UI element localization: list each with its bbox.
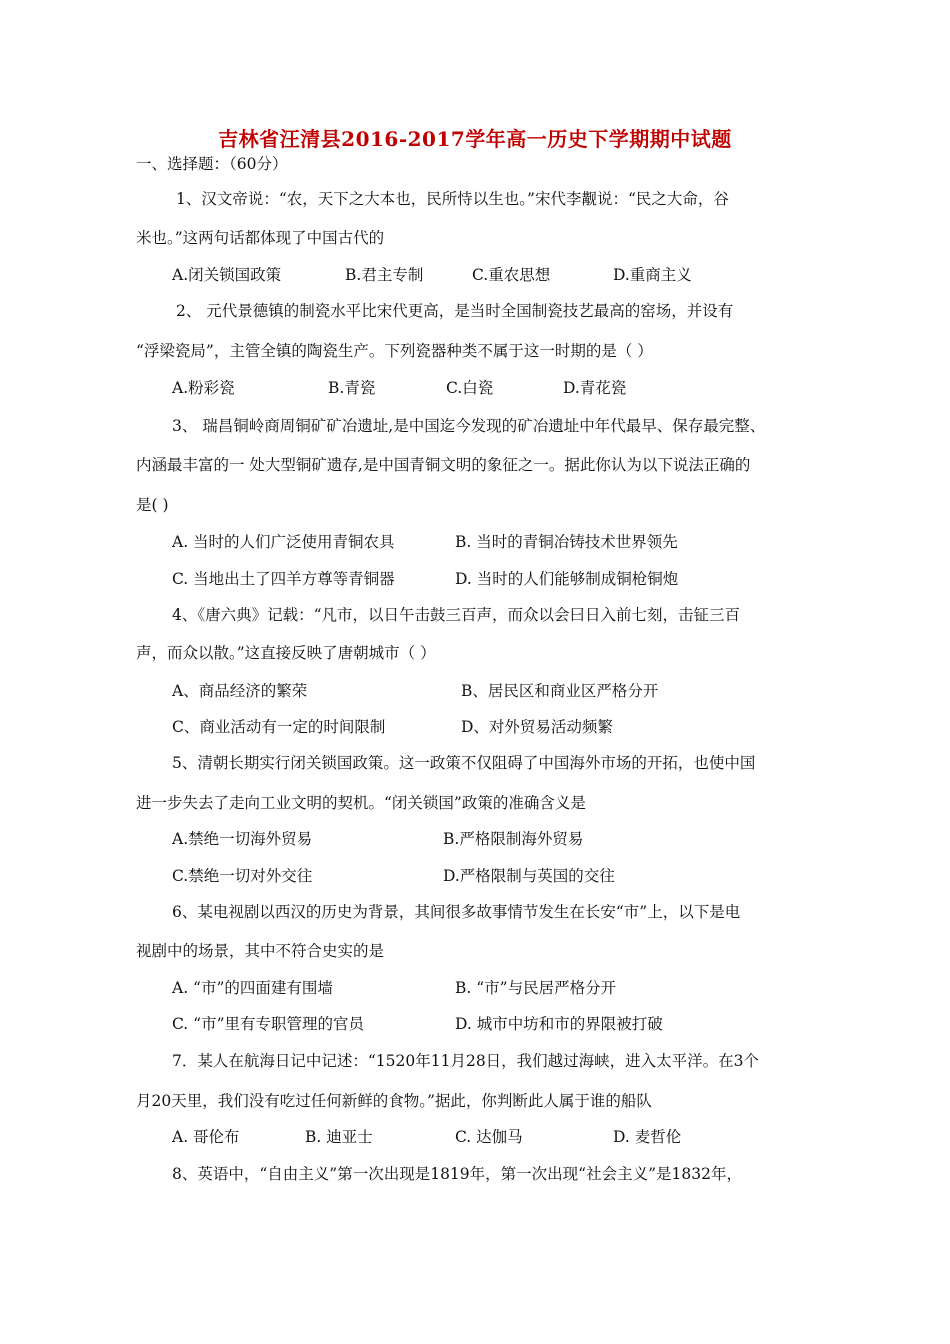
- q5-option-b: B.严格限制海外贸易: [443, 830, 584, 848]
- q1-option-c: C.重农思想: [472, 266, 551, 284]
- q7-option-c: C. 达伽马: [455, 1128, 523, 1146]
- q3-line-2: 内涵最丰富的一 处大型铜矿遗存,是中国青铜文明的象征之一。据此你认为以下说法正确的: [136, 456, 751, 474]
- q6-line-1: 6、某电视剧以西汉的历史为背景，其间很多故事情节发生在长安“市”上，以下是电: [172, 903, 741, 921]
- q5-option-a: A.禁绝一切海外贸易: [172, 830, 313, 848]
- q3-option-b: B. 当时的青铜冶铸技术世界领先: [455, 533, 678, 551]
- q2-option-a: A.粉彩瓷: [172, 379, 235, 397]
- q6-line-2: 视剧中的场景，其中不符合史实的是: [136, 942, 385, 960]
- q4-option-c: C、商业活动有一定的时间限制: [172, 718, 386, 736]
- q5-option-c: C.禁绝一切对外交往: [172, 867, 313, 885]
- q7-option-d: D. 麦哲伦: [613, 1128, 682, 1146]
- exam-title: 吉林省汪清县2016-2017学年高一历史下学期期中试题: [218, 127, 732, 151]
- q2-option-d: D.青花瓷: [563, 379, 627, 397]
- q5-line-1: 5、清朝长期实行闭关锁国政策。这一政策不仅阻碍了中国海外市场的开拓，也使中国: [172, 754, 756, 772]
- q5-option-d: D.严格限制与英国的交往: [443, 867, 615, 885]
- section-heading: 一、选择题：（60分）: [136, 155, 288, 173]
- q4-option-d: D、对外贸易活动频繁: [461, 718, 613, 736]
- q2-line-2: “浮梁瓷局”，主管全镇的陶瓷生产。下列瓷器种类不属于这一时期的是（ ）: [136, 342, 653, 360]
- q3-option-a: A. 当时的人们广泛使用青铜农具: [172, 533, 395, 551]
- q4-line-2: 声，而众以散。”这直接反映了唐朝城市（ ）: [136, 644, 436, 662]
- q5-line-2: 进一步失去了走向工业文明的契机。“闭关锁国”政策的准确含义是: [136, 794, 586, 812]
- q2-line-1: 2、 元代景德镇的制瓷水平比宋代更高，是当时全国制瓷技艺最高的窑场，并设有: [176, 302, 734, 320]
- q7-line-2: 月20天里，我们没有吃过任何新鲜的食物。”据此，你判断此人属于谁的船队: [136, 1092, 652, 1110]
- q1-option-d: D.重商主义: [613, 266, 692, 284]
- q3-option-d: D. 当时的人们能够制成铜枪铜炮: [455, 570, 679, 588]
- q1-option-a: A.闭关锁国政策: [172, 266, 282, 284]
- q2-option-c: C.白瓷: [446, 379, 494, 397]
- q3-line-1: 3、 瑞昌铜岭商周铜矿矿冶遗址,是中国迄今发现的矿冶遗址中年代最早、保存最完整、: [172, 417, 766, 435]
- q3-option-c: C. 当地出土了四羊方尊等青铜器: [172, 570, 395, 588]
- q7-option-a: A. 哥伦布: [172, 1128, 240, 1146]
- q6-option-c: C. “市”里有专职管理的官员: [172, 1015, 365, 1033]
- q4-line-1: 4、《唐六典》记载：“凡市，以日午击鼓三百声，而众以会曰日入前七刻，击钲三百: [172, 606, 741, 624]
- q4-option-b: B、居民区和商业区严格分开: [461, 682, 659, 700]
- q2-option-b: B.青瓷: [328, 379, 376, 397]
- q3-line-3: 是( ): [136, 496, 169, 514]
- q7-option-b: B. 迪亚士: [305, 1128, 373, 1146]
- q1-option-b: B.君主专制: [345, 266, 424, 284]
- q7-line-1: 7．某人在航海日记中记述：“1520年11月28日，我们越过海峡，进入太平洋。在3个: [172, 1052, 760, 1070]
- q6-option-d: D. 城市中坊和市的界限被打破: [455, 1015, 663, 1033]
- q1-line-1: 1、汉文帝说：“农，天下之大本也，民所恃以生也。”宋代李觏说：“民之大命，谷: [176, 190, 729, 208]
- q8-line-1: 8、英语中，“自由主义”第一次出现是1819年，第一次出现“社会主义”是1832年，: [172, 1165, 742, 1183]
- q4-option-a: A、商品经济的繁荣: [172, 682, 308, 700]
- q6-option-b: B. “市”与民居严格分开: [455, 979, 617, 997]
- q1-line-2: 米也。”这两句话都体现了中国古代的: [136, 229, 385, 247]
- q6-option-a: A. “市”的四面建有围墙: [172, 979, 333, 997]
